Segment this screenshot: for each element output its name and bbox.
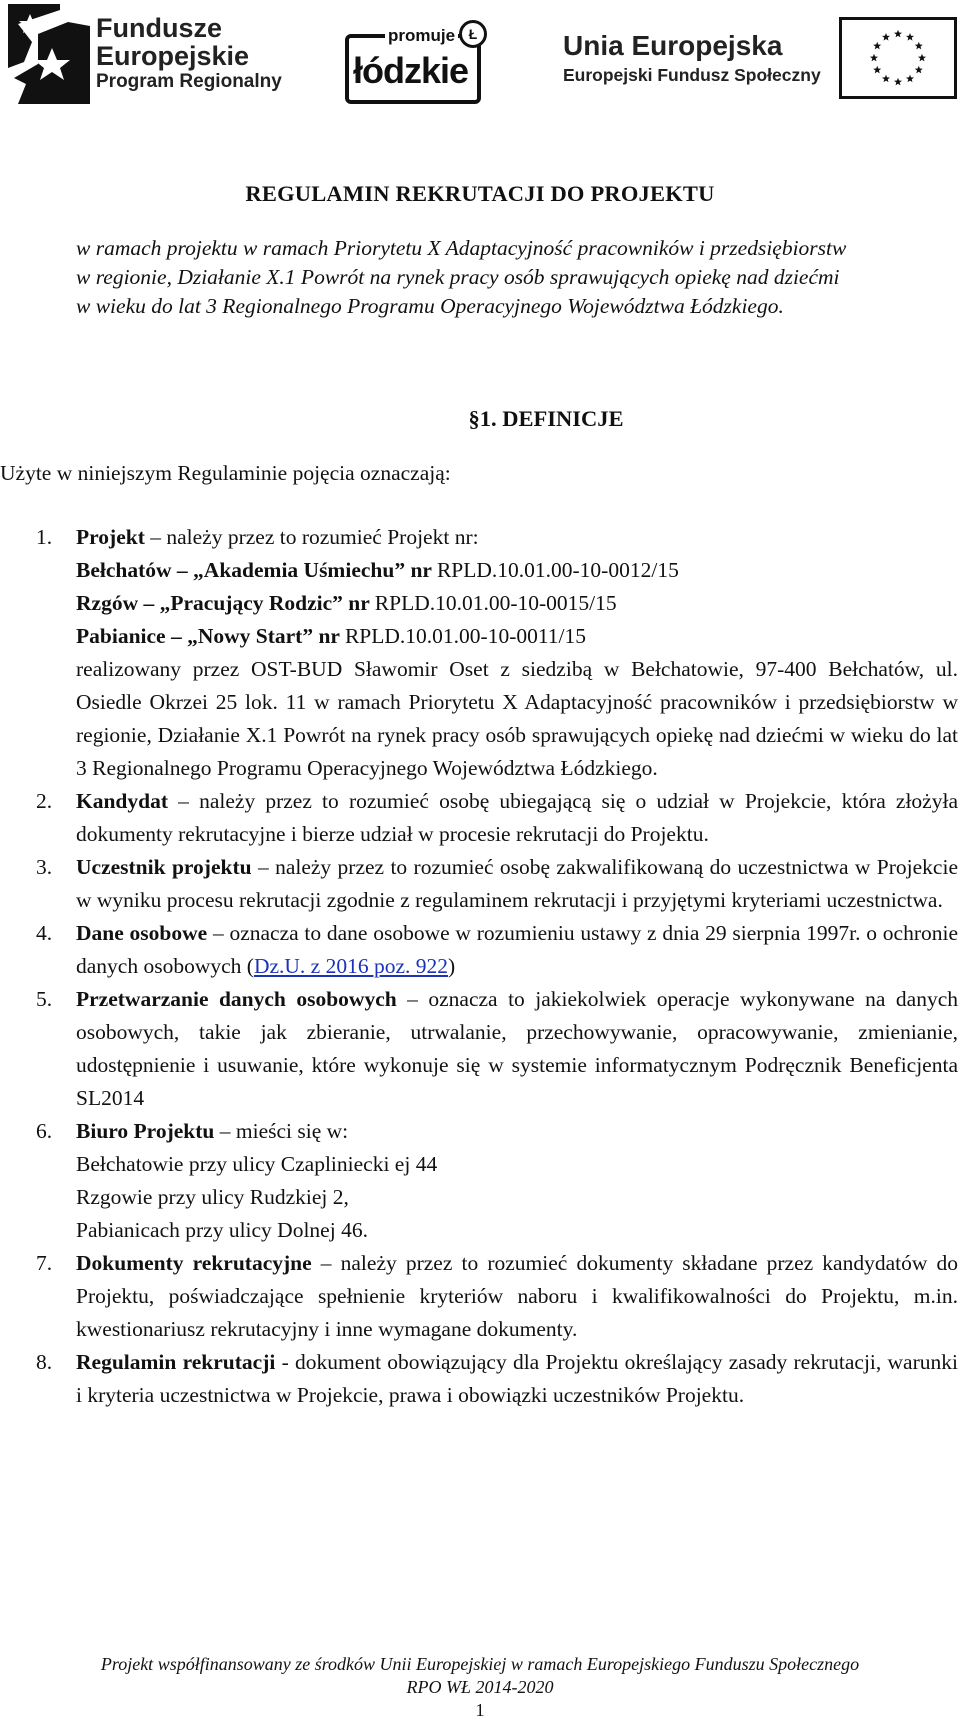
eu-star-icon <box>906 75 914 83</box>
office-address: Pabianicach przy ulicy Dolnej 46. <box>76 1218 368 1242</box>
item-text: – należy przez to rozumieć osobę ubiegającą się o udział w Projekcie, która złożyła dokumenty rekrutacyjne i bierze udział w procesie rekrutacji do Projektu. <box>76 789 958 846</box>
item-text: – należy przez to rozumieć Projekt nr: <box>144 525 479 549</box>
fundusze-line3: Program Regionalny <box>96 71 282 92</box>
definition-item <box>36 521 958 785</box>
item-term: Uczestnik projektu <box>76 855 252 879</box>
item-text: – należy przez to rozumieć dokumenty składane przez kandydatów do Projektu, poświadczające spełnienie kryteriów naboru i kwalifikowalności do Projektu, m.in. kwestionariusz rekrutacyjny i inne wymagane dokumenty. <box>76 1251 958 1341</box>
page-footer <box>0 1653 960 1699</box>
project-code: RPLD.10.01.00-10-0015/15 <box>374 591 617 615</box>
item-term: Dane osobowe <box>76 921 208 945</box>
unia-line1: Unia Europejska <box>563 30 783 61</box>
project-city: Pabianice <box>76 624 166 648</box>
eu-flag-icon <box>839 17 957 99</box>
item-text: – oznacza to dane osobowe w rozumieniu ustawy z dnia 29 sierpnia 1997r. o ochronie danych osobowych ( <box>76 921 959 978</box>
fundusze-europejskie-logo <box>8 4 282 104</box>
document-subtitle <box>76 234 956 321</box>
page-number: 1 <box>475 1700 485 1720</box>
definition-item <box>36 851 958 917</box>
item-text: realizowany przez OST-BUD Sławomir Oset z siedzibą w Bełchatowie, 97-400 Bełchatów, ul. Osiedle Okrzei 25 lok. 11 w ramach Priorytetu X Adaptacyjność pracowników i przedsiębiorstw w regionie, Działanie X.1 Powrót na rynek pracy osób sprawujących opiekę nad dziećmi w wieku do lat 3 Regionalnego Programu Operacyjnego Województwa Łódzkiego. <box>76 657 958 780</box>
lodzkie-big-text: łódzkie <box>353 50 469 91</box>
item-text: - dokument obowiązujący dla Projektu określający zasady rekrutacji, warunki i kryteria uczestnictwa w Projekcie, prawa i obowiązki uczestników Projektu. <box>76 1350 958 1407</box>
eu-star-icon <box>906 33 914 41</box>
subtitle-line: w wieku do lat 3 Regionalnego Programu Operacyjnego Województwa Łódzkiego. <box>76 294 784 318</box>
footer-line: Projekt współfinansowany ze środków Unii Europejskiej w ramach Europejskiego Funduszu Społecznego <box>100 1654 860 1674</box>
item-text: – oznacza to jakiekolwiek operacje wykonywane na danych osobowych, takie jak zbieranie, utrwalanie, przechowywanie, opracowywanie, zmienianie, udostępnienie i usuwanie, które wykonuje się w systemie informatycznym Podręcznik Beneficjenta SL2014 <box>76 987 958 1110</box>
item-number: 5. <box>36 987 53 1011</box>
eu-star-icon <box>918 54 926 62</box>
fundusze-line2: Europejskie <box>96 41 250 71</box>
definition-item <box>36 785 958 851</box>
item-term: Dokumenty rekrutacyjne <box>76 1251 312 1275</box>
lodzkie-coin-icon: Ł <box>459 20 487 48</box>
law-reference-link[interactable]: Dz.U. z 2016 poz. 922 <box>253 954 448 978</box>
subtitle-line: w ramach projektu w ramach Priorytetu X Adaptacyjność pracowników i przedsiębiorstw <box>76 236 847 260</box>
subtitle-line: w regionie, Działanie X.1 Powrót na rynek pracy osób sprawujących opiekę nad dziećmi <box>76 265 840 289</box>
project-name: – „Pracujący Rodzic” nr <box>138 591 375 615</box>
item-term: Biuro Projektu <box>76 1119 215 1143</box>
project-name: – „Nowy Start” nr <box>165 624 345 648</box>
eu-star-icon <box>873 66 881 74</box>
project-city: Bełchatów <box>76 558 172 582</box>
item-number: 1. <box>36 525 53 549</box>
definitions-list <box>36 521 958 1412</box>
unia-line2: Europejski Fundusz Społeczny <box>563 65 821 85</box>
promuje-lodzkie-logo <box>345 20 487 100</box>
header-logos <box>0 0 960 110</box>
eu-star-icon <box>873 42 881 50</box>
intro-text: Użyte w niniejszym Regulaminie pojęcia oznaczają: <box>0 461 451 485</box>
item-term: Projekt <box>76 525 145 549</box>
eu-star-icon <box>894 78 902 86</box>
definition-item <box>36 1247 958 1346</box>
section-title-text: §1. DEFINICJE <box>468 406 624 431</box>
lodzkie-small-text: promuje <box>385 26 458 46</box>
section-title <box>0 406 960 432</box>
project-entry <box>76 554 958 587</box>
project-city: Rzgów <box>76 591 139 615</box>
document-title: REGULAMIN REKRUTACJI DO PROJEKTU <box>245 181 715 206</box>
project-entry <box>76 587 958 620</box>
item-number: 6. <box>36 1119 53 1143</box>
eu-star-icon <box>882 33 890 41</box>
fundusze-line1: Fundusze <box>96 13 222 43</box>
project-name: – „Akademia Uśmiechu” nr <box>171 558 437 582</box>
fundusze-emblem-icon <box>8 4 90 104</box>
definition-item <box>36 983 958 1115</box>
definition-item <box>36 1346 958 1412</box>
item-term: Przetwarzanie danych osobowych <box>76 987 397 1011</box>
item-text: – należy przez to rozumieć osobę zakwalifikowaną do uczestnictwa w Projekcie w wyniku procesu rekrutacji zgodnie z regulaminem rekrutacji i przyjętymi kryteriami uczestnictwa. <box>76 855 958 912</box>
eu-star-icon <box>914 42 922 50</box>
eu-star-icon <box>882 75 890 83</box>
office-address: Bełchatowie przy ulicy Czapliniecki ej 44 <box>76 1152 438 1176</box>
item-term: Regulamin rekrutacji <box>76 1350 276 1374</box>
item-number: 8. <box>36 1350 53 1374</box>
item-term: Kandydat <box>76 789 169 813</box>
item-number: 3. <box>36 855 53 879</box>
definition-item <box>36 1115 958 1247</box>
project-code: RPLD.10.01.00-10-0011/15 <box>344 624 587 648</box>
eu-star-icon <box>894 30 902 38</box>
project-entry <box>76 620 958 653</box>
item-number: 7. <box>36 1251 53 1275</box>
unia-europejska-logo <box>563 22 957 94</box>
eu-star-icon <box>870 54 878 62</box>
eu-star-icon <box>914 66 922 74</box>
item-number: 4. <box>36 921 53 945</box>
definition-item <box>36 917 958 983</box>
item-number: 2. <box>36 789 53 813</box>
footer-line: RPO WŁ 2014-2020 <box>406 1677 554 1697</box>
item-text: – mieści się w: <box>214 1119 349 1143</box>
item-text-tail: ) <box>448 954 456 978</box>
office-address: Rzgowie przy ulicy Rudzkiej 2, <box>76 1185 349 1209</box>
project-code: RPLD.10.01.00-10-0012/15 <box>436 558 679 582</box>
